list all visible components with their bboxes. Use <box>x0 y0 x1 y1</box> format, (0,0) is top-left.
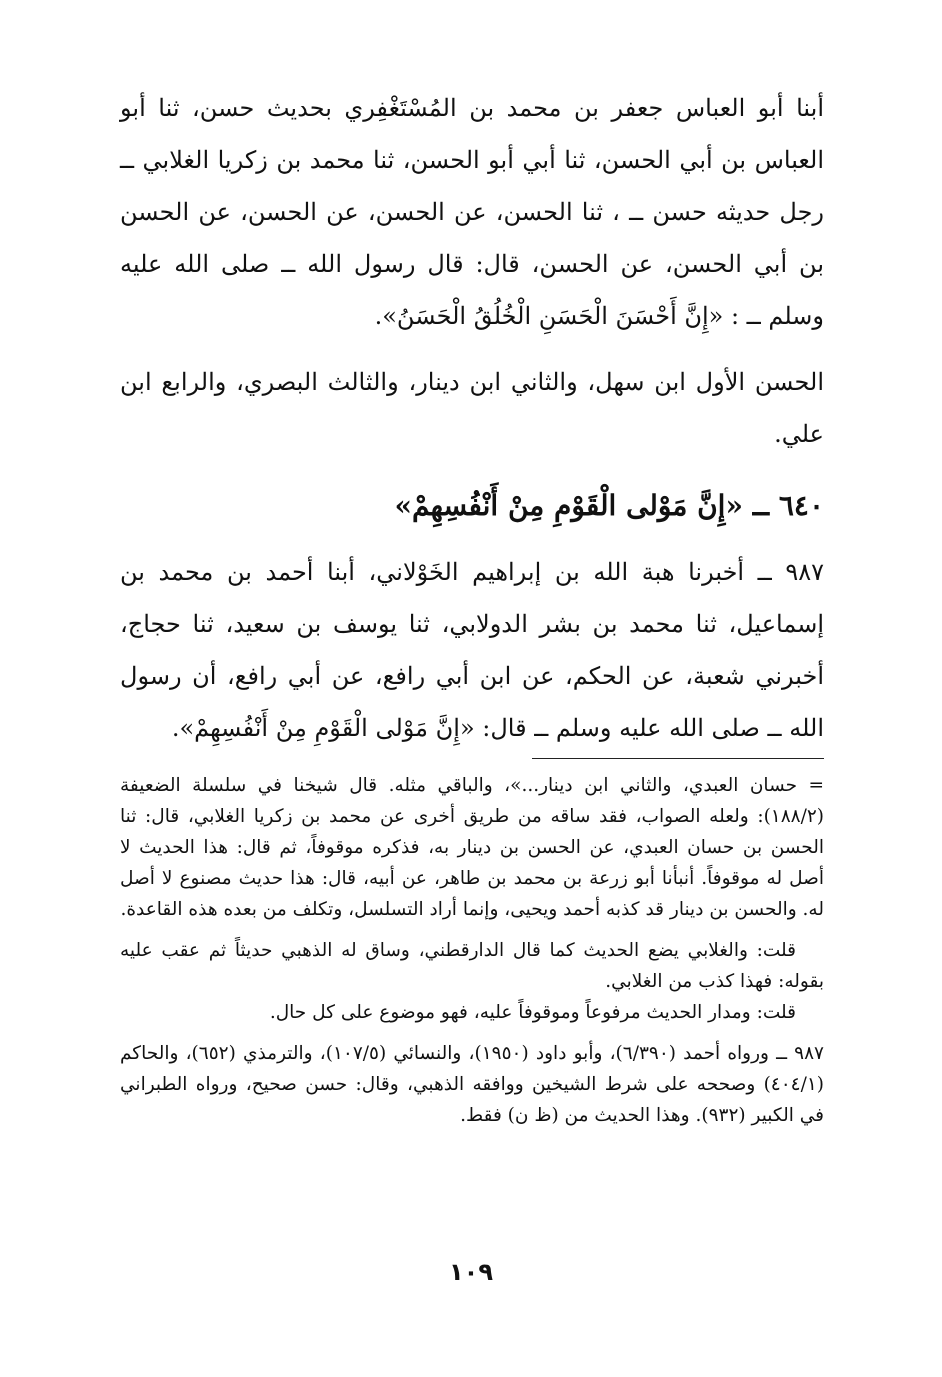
narrators-note-paragraph: الحسن الأول ابن سهل، والثاني ابن دينار، والثالث البصري، والرابع ابن علي. <box>120 368 824 448</box>
hadith-heading: ٦٤٠ ــ «إِنَّ مَوْلى الْقَوْمِ مِنْ أَنْفُسِهِمْ» <box>394 489 824 522</box>
footnote-remark-2: قلت: ومدار الحديث مرفوعاً وموقوفاً عليه، فهو موضوع على كل حال. <box>269 1002 796 1023</box>
footnote-divider <box>532 758 824 759</box>
isnad-paragraph: أبنا أبو العباس جعفر بن محمد بن المُسْتَغْفِري بحديث حسن، ثنا أبو العباس بن أبي الحسن، ثنا أبي أبو الحسن، ثنا محمد بن زكريا الغلابي ــ رجل حديثه حسن ــ ، ثنا الحسن، عن الحسن، عن الحسن، عن الحسن بن أبي الحسن، عن الحسن، قال: قال رسول الله ــ صلى الله عليه وسلم ــ : «إِنَّ أَحْسَنَ الْحَسَنِ الْخُلُقُ الْحَسَنُ». <box>120 94 824 330</box>
footnotes <box>120 770 824 1131</box>
page-number: ١٠٩ <box>449 1258 493 1286</box>
footnote-takhrij: ٩٨٧ ــ ورواه أحمد (٦/٣٩٠)، وأبو داود (١٩٥٠)، والنسائي (١٠٧/٥)، والترمذي (٦٥٢)، والحاكم (٤٠٤/١) وصححه على شرط الشيخين ووافقه الذهبي، وقال: حسن صحيح، ورواه الطبراني في الكبير (٩٣٢). وهذا الحديث من (ظ ن) فقط. <box>120 1043 824 1126</box>
main-text <box>120 82 824 754</box>
hadith-paragraph: ٩٨٧ ــ أخبرنا هبة الله بن إبراهيم الخَوْلاني، أبنا أحمد بن محمد بن إسماعيل، ثنا محمد بن بشر الدولابي، ثنا يوسف بن سعيد، ثنا حجاج، أخبرني شعبة، عن الحكم، عن ابن أبي رافع، عن أبي رافع، أن رسول الله ــ صلى الله عليه وسلم ــ قال: «إِنَّ مَوْلى الْقَوْمِ مِنْ أَنْفُسِهِمْ». <box>120 558 824 742</box>
footnote-continuation: = حسان العبدي، والثاني ابن دينار...»، والباقي مثله. قال شيخنا في سلسلة الضعيفة (١٨٨/٢): ولعله الصواب، فقد ساقه من طريق أخرى عن محمد بن زكريا الغلابي، قال: ثنا الحسن بن حسان العبدي، عن الحسن بن دينار به، فذكره موقوفاً، ثم قال: هذا الحديث لا أصل له موقوفاً. أنبأنا أبو زرعة بن محمد بن طاهر، عن أبيه، قال: هذا حديث مصنوع لا أصل له. والحسن بن دينار قد كذبه أحمد ويحيى، وإنما أراد التسلسل، وتكلف من بعده هذه القاعدة. <box>120 775 824 920</box>
footnote-remark-1: قلت: والغلابي يضع الحديث كما قال الدارقطني، وساق له الذهبي حديثاً ثم عقب عليه بقوله: فهذا كذب من الغلابي. <box>120 940 824 992</box>
